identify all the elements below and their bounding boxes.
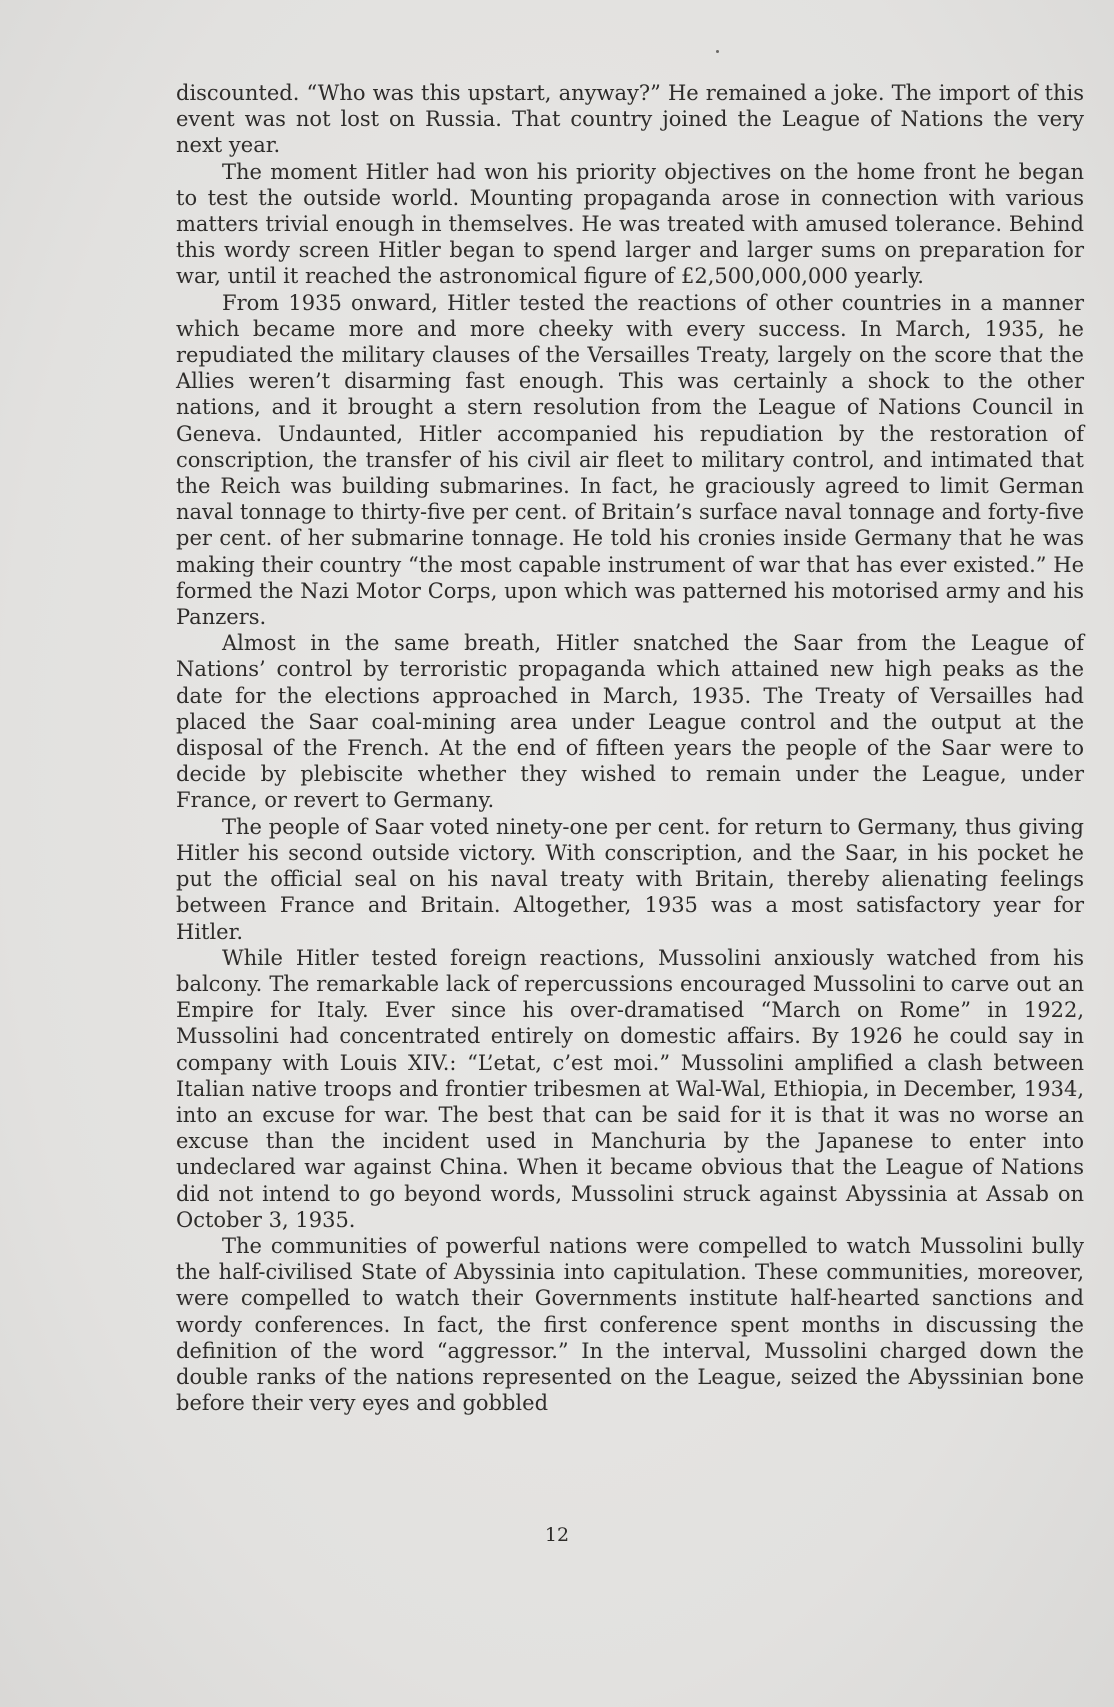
paragraph: The communities of powerful nations were compelled to watch Mussolini bully the half-civilised State of Abyssinia into capitulation. These communities, moreover, were compelled to watch their Governments institute half-hearted sanctions and wordy conferences. In fact, the first conference spent months in discussing the definition of the word “aggressor.” In the interval, Mussolini charged down the double ranks of the nations represented on the League, seized the Abyssinian bone before their very eyes and gobbled: [176, 1233, 1084, 1416]
body-text: [176, 80, 1084, 1416]
paragraph-continued: discounted. “Who was this upstart, anyway?” He remained a joke. The import of this event was not lost on Russia. That country joined the League of Nations the very next year.: [176, 81, 1084, 158]
print-speck: [716, 50, 719, 53]
paragraph: From 1935 onward, Hitler tested the reactions of other countries in a manner which became more and more cheeky with every success. In March, 1935, he repudiated the military clauses of the Versailles Treaty, largely on the score that the Allies weren’t disarming fast enough. This was certainly a shock to the other nations, and it brought a stern resolution from the League of Nations Council in Geneva. Undaunted, Hitler accompanied his repudiation by the restoration of conscription, the transfer of his civil air fleet to military control, and intimated that the Reich was building submarines. In fact, he graciously agreed to limit German naval tonnage to thirty-five per cent. of Britain’s surface naval tonnage and forty-five per cent. of her submarine tonnage. He told his cronies inside Germany that he was making their country “the most capable instrument of war that has ever existed.” He formed the Nazi Motor Corps, upon which was patterned his motorised army and his Panzers.: [176, 290, 1084, 630]
paragraph: While Hitler tested foreign reactions, Mussolini anxiously watched from his balcony. The remarkable lack of repercussions encouraged Mussolini to carve out an Empire for Italy. Ever since his over-dramatised “March on Rome” in 1922, Mussolini had concentrated entirely on domestic affairs. By 1926 he could say in company with Louis XIV.: “L’etat, c’est moi.” Mussolini amplified a clash between Italian native troops and frontier tribesmen at Wal-Wal, Ethiopia, in December, 1934, into an excuse for war. The best that can be said for it is that it was no worse an excuse than the incident used in Manchuria by the Japanese to enter into undeclared war against China. When it became obvious that the League of Nations did not intend to go beyond words, Mussolini struck against Abyssinia at Assab on October 3, 1935.: [176, 945, 1084, 1232]
paragraph: The moment Hitler had won his priority objectives on the home front he began to test the outside world. Mounting propaganda arose in connection with various matters trivial enough in themselves. He was treated with amused tolerance. Behind this wordy screen Hitler began to spend larger and larger sums on preparation for war, until it reached the astronomical figure of £2,500,000,000 yearly.: [176, 159, 1084, 289]
paragraph: Almost in the same breath, Hitler snatched the Saar from the League of Nations’ control by terroristic propaganda which attained new high peaks as the date for the elections approached in March, 1935. The Treaty of Versailles had placed the Saar coal-mining area under League control and the output at the disposal of the French. At the end of fifteen years the people of the Saar were to decide by plebiscite whether they wished to remain under the League, under France, or revert to Germany.: [176, 631, 1084, 813]
paragraph: The people of Saar voted ninety-one per cent. for return to Germany, thus giving Hitler his second outside victory. With conscription, and the Saar, in his pocket he put the official seal on his naval treaty with Britain, thereby alienating feelings between France and Britain. Altogether, 1935 was a most satisfactory year for Hitler.: [176, 814, 1084, 944]
page-number: 12: [544, 1524, 570, 1546]
